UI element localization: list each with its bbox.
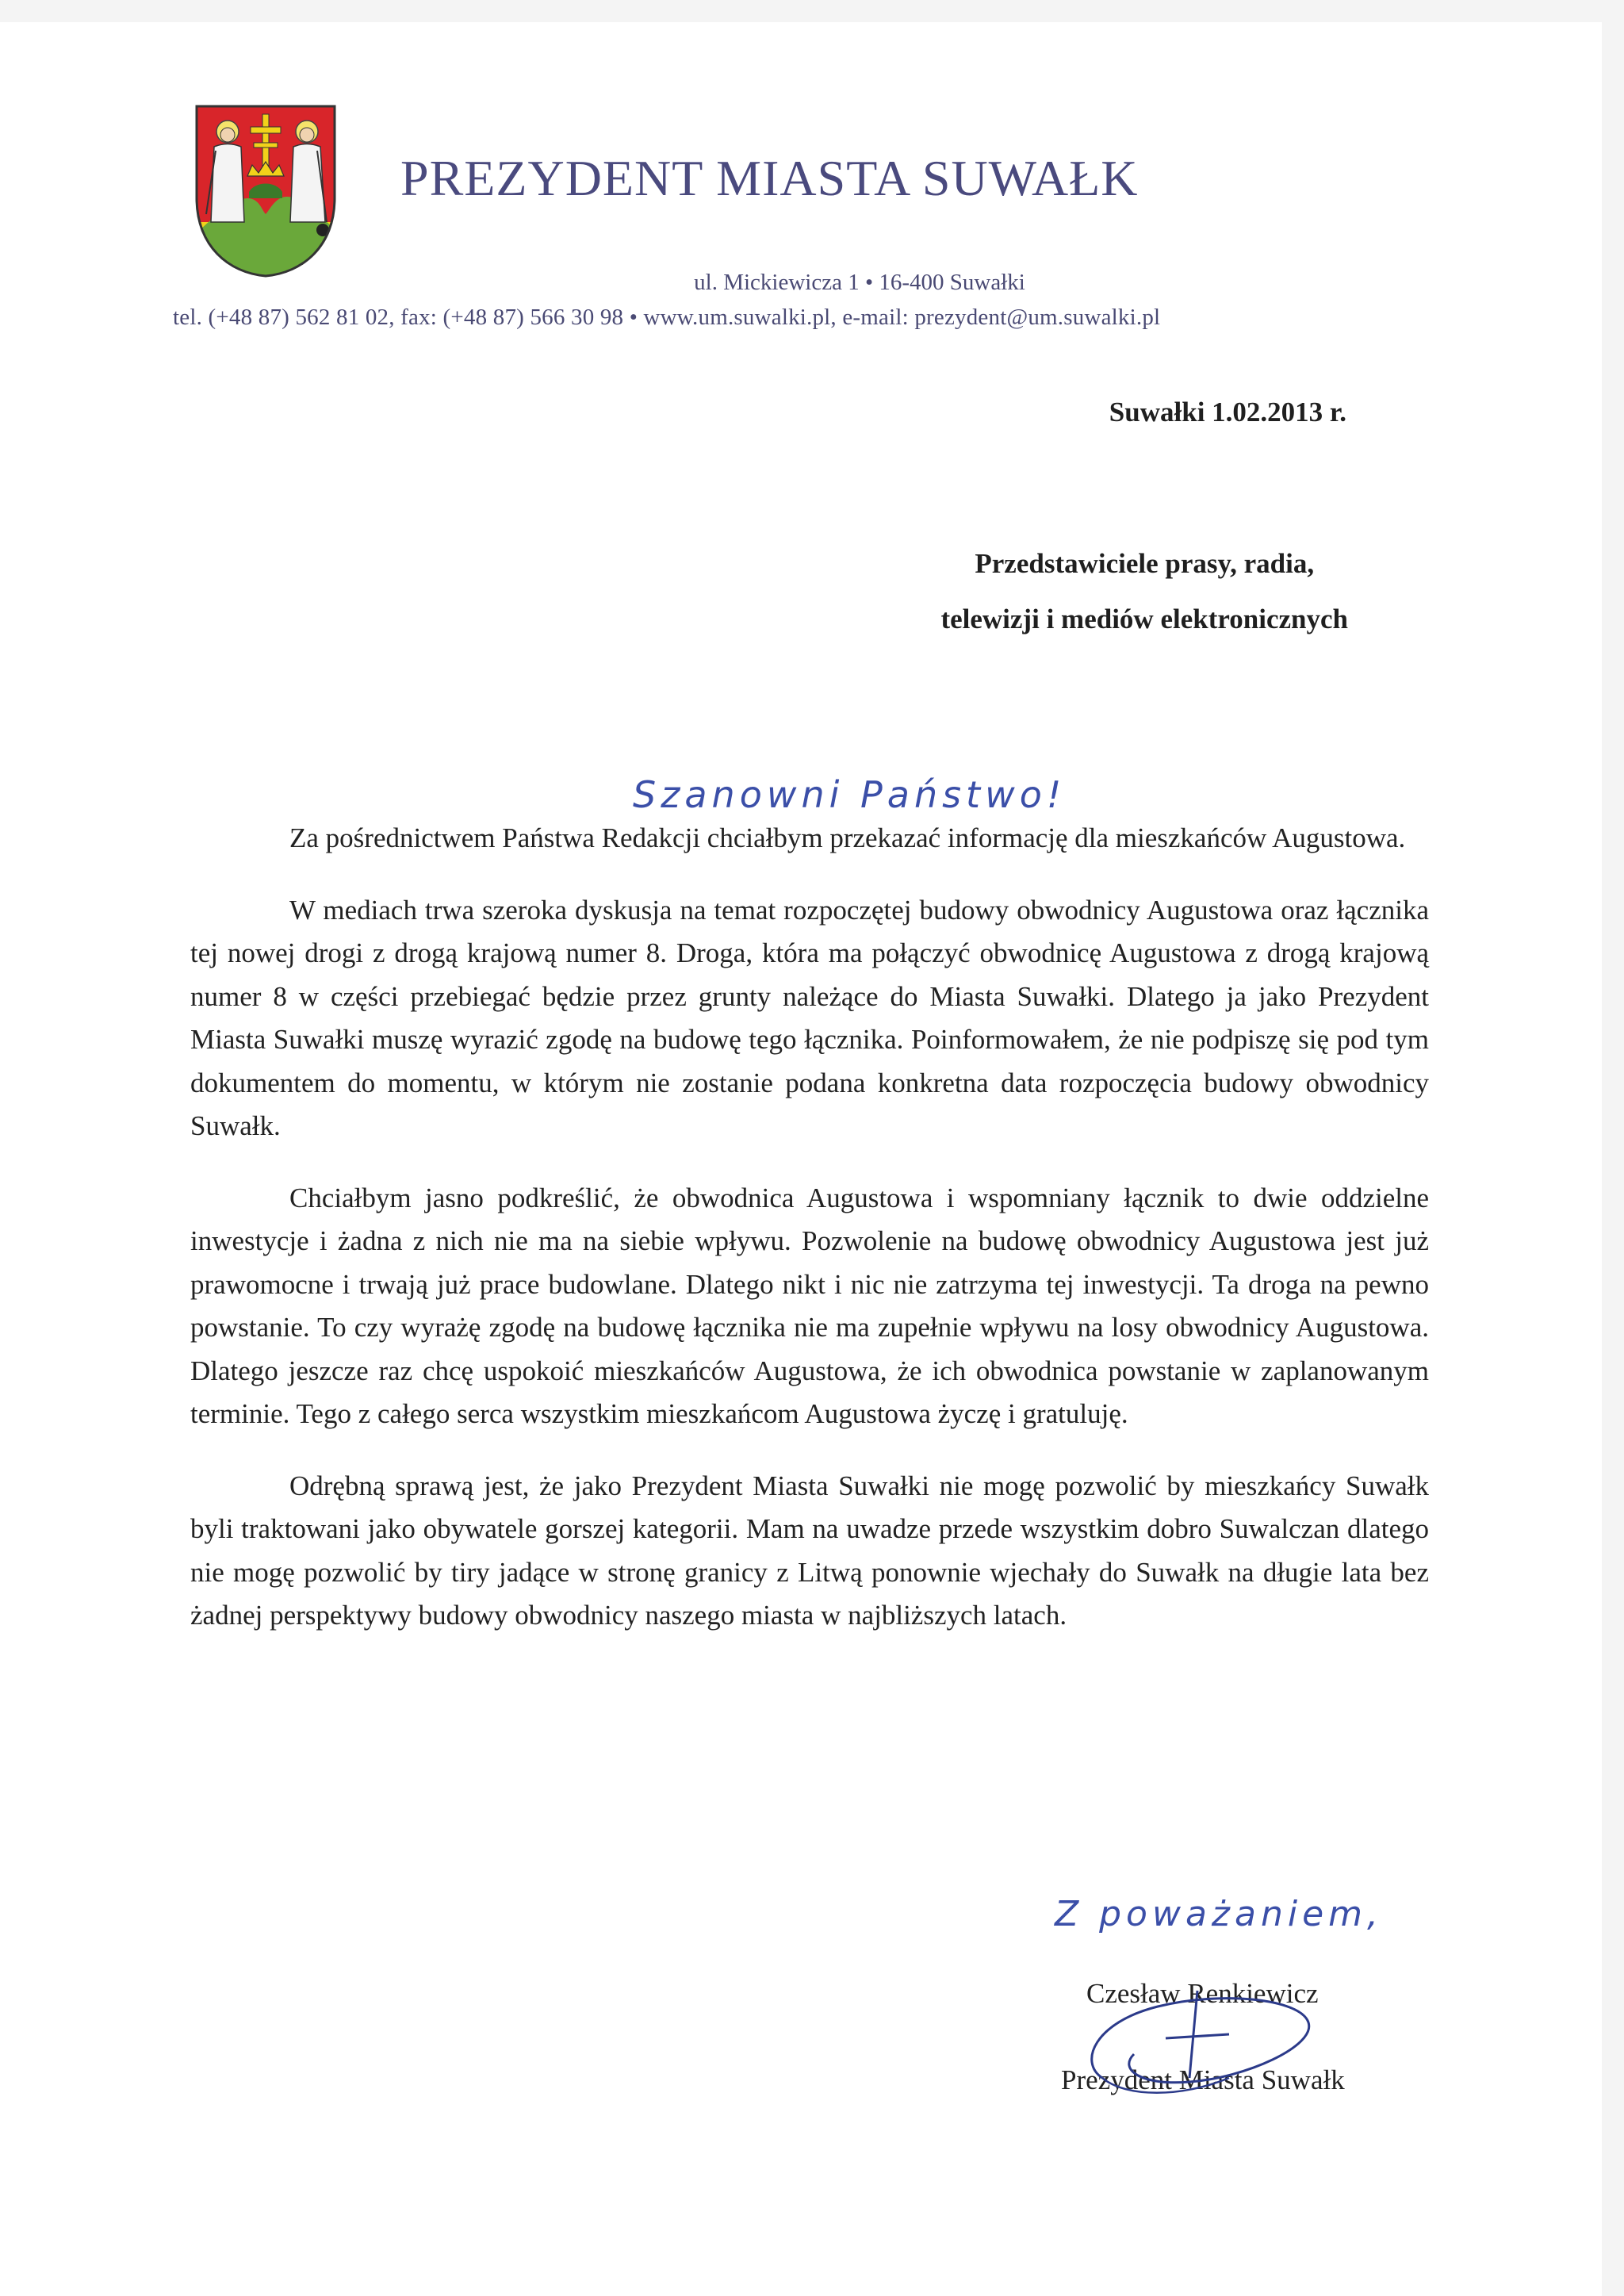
letterhead-address: ul. Mickiewicza 1 • 16-400 Suwałki — [694, 270, 1025, 295]
letter-body — [190, 817, 1429, 1666]
signatory-name: Czesław Renkiewicz — [1086, 1978, 1319, 2009]
letter-date: Suwałki 1.02.2013 r. — [1109, 397, 1346, 427]
salutation-text: Szanowni Państwo! — [633, 773, 1067, 816]
coat-of-arms-icon — [192, 103, 339, 279]
recipient-line-2: telewizji i mediów elektronicznych — [940, 604, 1348, 634]
letterhead-contact: tel. (+48 87) 562 81 02, fax: (+48 87) 566 30 98 • www.um.suwalki.pl, e-mail: prezydent@um.suwalki.pl — [173, 305, 1161, 330]
signatory-title: Prezydent Miasta Suwałk — [1061, 2064, 1345, 2095]
paragraph-3: Chciałbym jasno podkreślić, że obwodnica Augustowa i wspomniany łącznik to dwie oddzielne inwestycje i żadna z nich nie ma na siebie wpływu. Pozwolenie na budowę obwodnicy Augustowa jest już prawomocne i trwają już prace budowlane. Dlatego nikt i nic nie zatrzyma tej inwestycji. Ta droga na pewno powstanie. To czy wyrażę zgodę na budowę łącznika nie ma zupełnie wpływu na losy obwodnicy Augustowa. Dlatego jeszcze raz chcę uspokoić mieszkańców Augustowa, że ich obwodnica powstanie w zaplanowanym terminie. Tego z całego serca wszystkim mieszkańcom Augustowa życzę i gratuluję. — [190, 1182, 1429, 1429]
handwritten-closing — [1047, 1880, 1419, 1943]
paragraph-4: Odrębną sprawą jest, że jako Prezydent Miasta Suwałki nie mogę pozwolić by mieszkańcy Suwałk byli traktowani jako obywatele gorszej kategorii. Mam na uwadze przede wszystkim dobro Suwalczan dlatego nie mogę pozwolić by tiry jadące w stronę granicy z Litwą ponownie wjechały do Suwałk na długie lata bez żadnej perspektywy budowy obwodnicy naszego miasta w najbliższych latach. — [190, 1470, 1429, 1631]
handwritten-signature-icon — [1071, 1959, 1380, 2118]
paragraph-2: W mediach trwa szeroka dyskusja na temat rozpoczętej budowy obwodnicy Augustowa oraz łącznika tej nowej drogi z drogą krajową numer 8. Droga, która ma połączyć obwodnicę Augustowa z drogą krajową numer 8 w części przebiegać będzie przez grunty należące do Miasta Suwałki. Dlatego ja jako Prezydent Miasta Suwałki muszę wyrazić zgodę na budowę tego łącznika. Poinformowałem, że nie podpiszę się pod tym dokumentem do momentu, w którym nie zostanie podana konkretna data rozpoczęcia budowy obwodnicy Suwałk. — [190, 894, 1429, 1141]
paragraph-1: Za pośrednictwem Państwa Redakcji chciałbym przekazać informację dla mieszkańców Augustowa. — [289, 822, 1406, 853]
recipient-line-1: Przedstawiciele prasy, radia, — [975, 548, 1315, 579]
handwritten-salutation — [625, 760, 1069, 823]
closing-text: Z poważaniem, — [1055, 1894, 1384, 1934]
letterhead-title: PREZYDENT MIASTA SUWAŁK — [400, 150, 1139, 206]
recipient-block — [940, 536, 1348, 647]
